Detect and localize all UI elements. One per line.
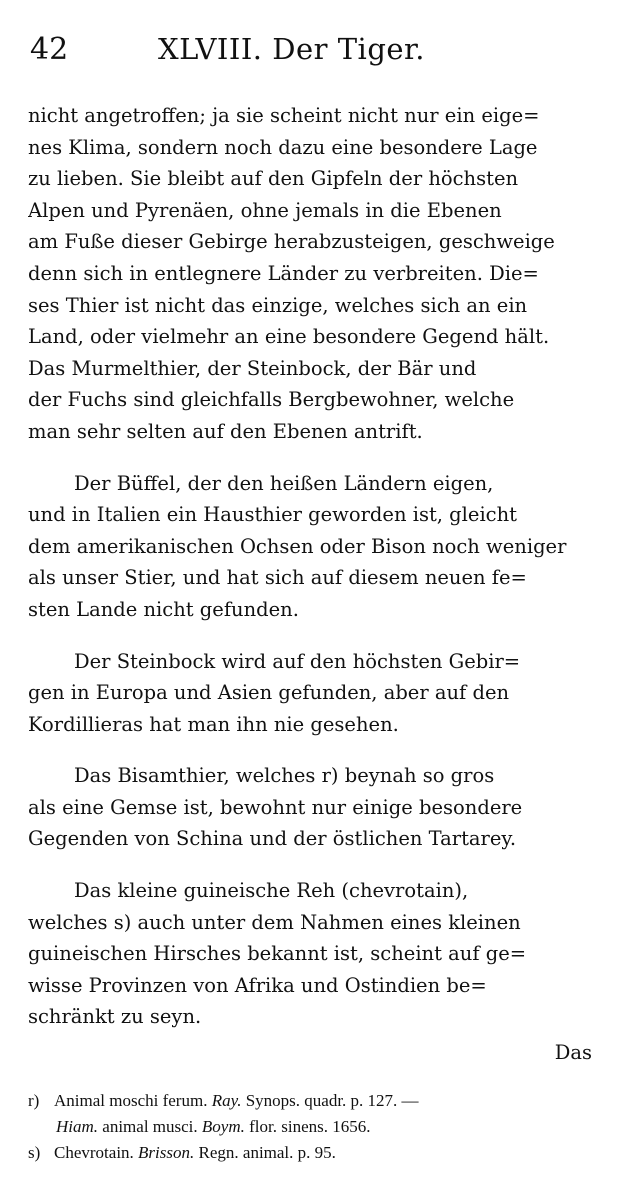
footnote-text: animal musci. <box>98 1117 202 1136</box>
text-line: nicht angetroffen; ja sie scheint nicht nur ein eige= <box>28 104 540 127</box>
text-line: und in Italien ein Hausthier geworden ist, gleicht <box>28 503 517 527</box>
text-line: guineischen Hirsches bekannt ist, scheint auf ge= <box>28 942 527 966</box>
paragraph-3 <box>28 646 596 741</box>
footnote-text: Synops. quadr. p. 127. — <box>241 1091 419 1110</box>
catchword: Das <box>554 1041 592 1065</box>
footnote-author: Ray. <box>211 1091 242 1110</box>
footnote-s <box>28 1140 596 1166</box>
text-line: Das Bisamthier, welches r) beynah so gros <box>74 764 495 788</box>
footnote-author: Boym. <box>201 1117 245 1136</box>
text-line: der Fuchs sind gleichfalls Bergbewohner, welche <box>28 388 515 412</box>
footnote-text: Regn. animal. p. 95. <box>194 1143 336 1162</box>
text-line: sten Lande nicht gefunden. <box>28 597 299 621</box>
text-line: Kordillieras hat man ihn nie gesehen. <box>28 712 399 736</box>
footnote-r <box>28 1088 596 1114</box>
paragraph-1 <box>28 100 596 448</box>
text-line: schränkt zu seyn. <box>28 1005 202 1029</box>
footnote-text: Chevrotain. <box>54 1143 139 1162</box>
paragraph-gap <box>28 448 596 468</box>
footnote-author: Hiam. <box>56 1117 99 1136</box>
text-line: am Fuße dieser Gebirge herabzusteigen, geschweige <box>28 230 555 254</box>
paragraph-gap <box>28 855 596 875</box>
text-line: zu lieben. Sie bleibt auf den Gipfeln der höchsten <box>28 167 519 191</box>
paragraph-5 <box>28 875 596 1033</box>
text-line: man sehr selten auf den Ebenen antrift. <box>28 419 423 443</box>
paragraph-gap <box>28 626 596 646</box>
footnote-r-continued <box>28 1114 596 1140</box>
text-line: denn sich in entlegnere Länder zu verbreiten. Die= <box>28 261 539 285</box>
text-line: Der Büffel, der den heißen Ländern eigen, <box>74 471 494 495</box>
text-line: Das Murmelthier, der Steinbock, der Bär und <box>28 356 477 380</box>
text-line: dem amerikanischen Ochsen oder Bison noch weniger <box>28 534 567 558</box>
footnote-text: Animal moschi ferum. <box>54 1091 212 1110</box>
footnote-mark: s) <box>28 1143 41 1162</box>
footnote-text: flor. sinens. 1656. <box>244 1117 371 1136</box>
page-number: 42 <box>30 32 69 67</box>
chapter-title: XLVIII. Der Tiger. <box>158 32 425 66</box>
text-line: welches s) auch unter dem Nahmen eines kleinen <box>28 910 521 934</box>
footnotes <box>28 1088 596 1166</box>
body-text <box>28 100 596 1064</box>
text-line: Der Steinbock wird auf den höchsten Gebir= <box>74 649 521 673</box>
page-header <box>30 32 590 72</box>
text-line: Das kleine guineische Reh (chevrotain), <box>74 879 469 903</box>
footnote-author: Brisson. <box>138 1143 195 1162</box>
text-line: als unser Stier, und hat sich auf diesem neuen fe= <box>28 566 527 590</box>
paragraph-4 <box>28 760 596 855</box>
paragraph-gap <box>28 740 596 760</box>
text-line: nes Klima, sondern noch dazu eine besondere Lage <box>28 135 538 159</box>
paragraph-2 <box>28 468 596 626</box>
text-line: gen in Europa und Asien gefunden, aber auf den <box>28 681 510 705</box>
text-line: ses Thier ist nicht das einzige, welches sich an ein <box>28 293 528 317</box>
text-line: als eine Gemse ist, bewohnt nur einige besondere <box>28 795 523 819</box>
footnote-mark: r) <box>28 1091 40 1110</box>
text-line: Gegenden von Schina und der östlichen Tartarey. <box>28 827 517 851</box>
text-line: wisse Provinzen von Afrika und Ostindien be= <box>28 973 487 997</box>
text-line: Alpen und Pyrenäen, ohne jemals in die Ebenen <box>28 198 502 222</box>
text-line: Land, oder vielmehr an eine besondere Gegend hält. <box>28 325 550 349</box>
